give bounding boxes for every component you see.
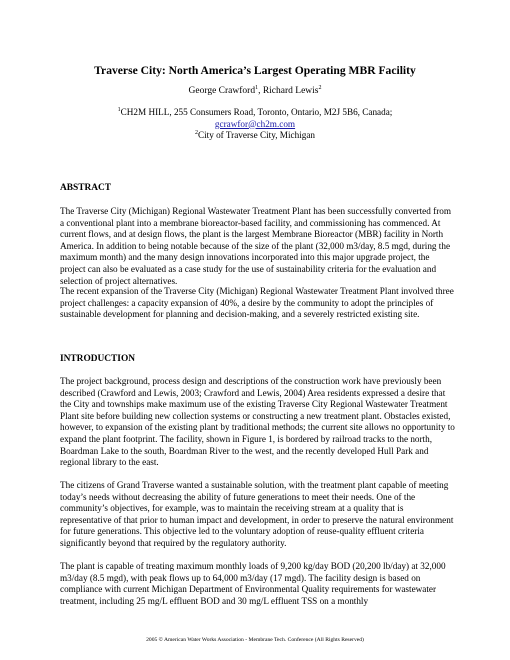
introduction-heading: INTRODUCTION [60, 354, 136, 364]
author-superscript: 1 [255, 84, 259, 91]
page-footer: 2005 © American Water Works Association - Membrane Tech. Conference (All Rights Reserved) [146, 637, 364, 643]
paper-title: Traverse City: North America’s Largest Operating MBR Facility [94, 64, 416, 77]
affiliation-superscript: 2 [194, 130, 198, 137]
affiliation-text: City of Traverse City, Michigan [197, 130, 316, 141]
abstract-heading: ABSTRACT [60, 183, 112, 193]
author-line [0, 86, 510, 96]
affiliation-text: CH2M HILL, 255 Consumers Road, Toronto, Ontario, M2J 5B6, Canada; [120, 107, 393, 117]
introduction-paragraph-2: The citizens of Grand Traverse wanted a sustainable solution, with the treatment plant capable of meeting today’s needs without decreasing the ability of future generations to meet their needs. One of the community’s objectives, for example, was to maintain the receiving stream at a quality that is representative of that prior to human impact and development, in order to preserve the natural environment for future generations. This objective led to the voluntary adoption of reuse-quality effluent criteria significantly beyond that required by the regulatory authority. [60, 480, 454, 548]
introduction-paragraph-1: The project background, process design and descriptions of the construction work have previously been described (Crawford and Lewis, 2003; Crawford and Lewis, 2004) Area residents expressed a desire that the City and townships make maximum use of the existing Traverse City Regional Wastewater Treatment Plant site before building new collection systems or constructing a new treatment plant. Obstacles existed, however, to expansion of the existing plant by traditional methods; the current site allows no opportunity to expand the plant footprint. The facility, shown in Figure 1, is bordered by railroad tracks to the north, Boardman Lake to the south, Boardman River to the west, and the recently developed Hull Park and regional library to the east. [60, 376, 455, 468]
affiliation-2 [0, 130, 510, 142]
affiliation-1 [0, 107, 510, 119]
abstract-paragraph: The Traverse City (Michigan) Regional Wastewater Treatment Plant has been successfully converted from a conventional plant into a membrane bioreactor-based facility, and commissioning has commenced. At current flows, and at design flows, the plant is the largest Membrane Bioreactor (MBR) facility in North America. In addition to being notable because of the size of the plant (32,000 m3/day, 8.5 mgd, during the maximum month) and the many design innovations incorporated into this major upgrade project, the project can also be evaluated as a case study for the use of sustainability criteria for the evaluation and selection of project alternatives. [60, 206, 451, 286]
author-superscript: 2 [318, 84, 322, 91]
abstract-paragraph-2: The recent expansion of the Traverse City (Michigan) Regional Wastewater Treatment Plant involved three project challenges: a capacity expansion of 40%, a desire by the community to adopt the principles of sustainable development for planning and decision-making, and a severely restricted existing site. [60, 286, 454, 320]
affiliation-superscript: 1 [117, 106, 121, 113]
affiliations [0, 107, 510, 142]
author-name: George Crawford [188, 86, 256, 96]
introduction-paragraph-3: The plant is capable of treating maximum monthly loads of 9,200 kg/day BOD (20,200 lb/day) at 32,000 m3/day (8.5 mgd), with peak flows up to 64,000 m3/day (17 mgd). The facility design is based on compliance with current Michigan Department of Environmental Quality requirements for wastewater treatment, including 25 mg/L effluent BOD and 30 mg/L effluent TSS on a monthly [60, 561, 446, 606]
author-name: Richard Lewis [262, 86, 319, 96]
author-separator: , [258, 86, 263, 96]
email-link[interactable]: gcrawfor@ch2m.com [214, 118, 296, 129]
